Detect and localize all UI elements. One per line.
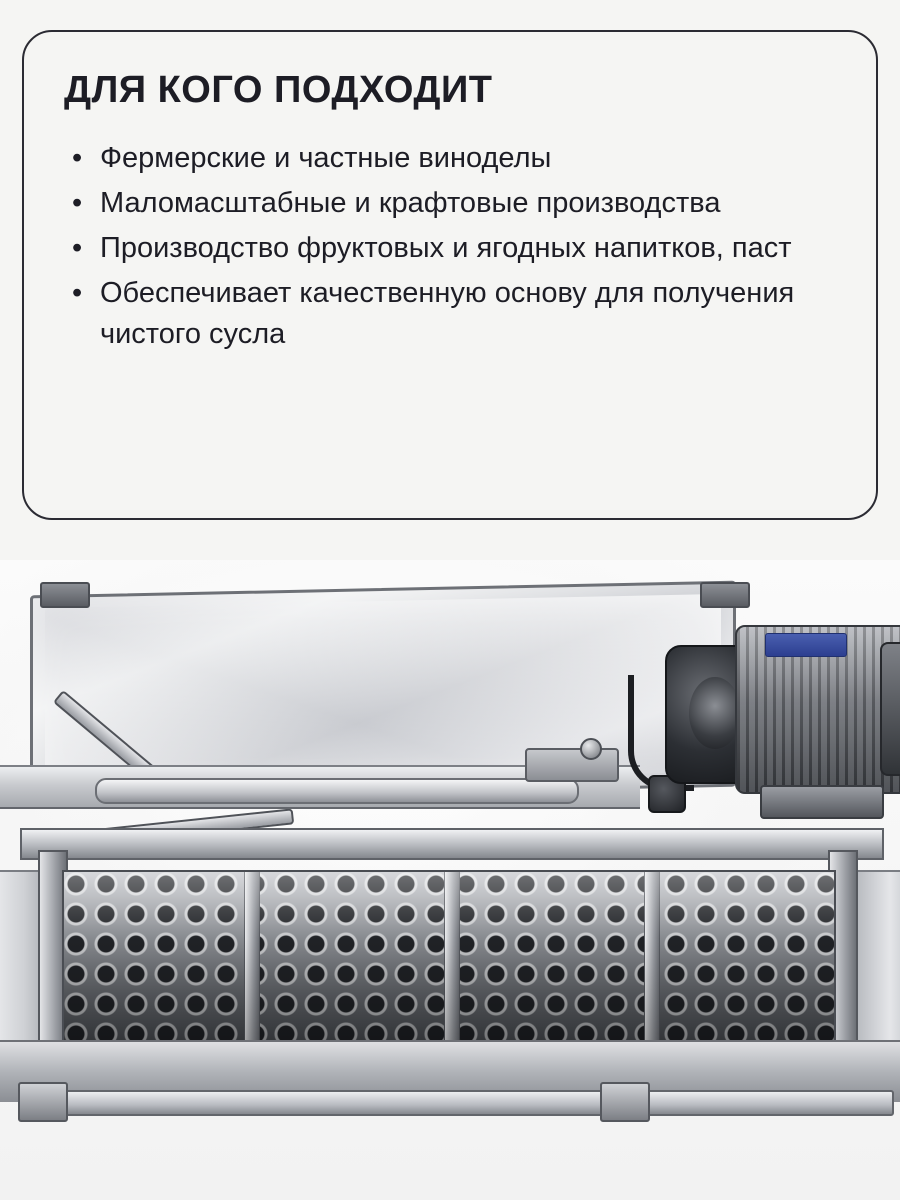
list-item-label: Фермерские и частные виноделы [100,141,552,174]
info-card [22,30,878,520]
product-photo [0,560,900,1200]
list-item-label: Производство фруктовых и ягодных напитков, паст [100,232,792,265]
perforated-drum [62,870,836,1064]
base-bar [20,1090,894,1116]
bullet-icon: • [72,232,83,265]
list-item [64,273,836,355]
motor-mounting-foot [760,785,884,819]
page-title: ДЛЯ КОГО ПОДХОДИТ [64,69,493,111]
photo-backdrop [0,560,900,1200]
machine-bracket [525,748,619,782]
list-item-label: Маломасштабные и крафтовые производства [100,186,721,219]
list-item [64,228,836,269]
audience-list [64,138,836,356]
lid-hinge-left [40,582,90,608]
bullet-icon: • [72,141,83,174]
motor-nameplate [765,633,847,657]
drum-shading [64,872,834,1062]
list-item-label: Обеспечивает качественную основу для получения чистого сусла [100,277,795,351]
frame-top-bar [20,828,884,860]
lid-hinge-right [700,582,750,608]
machine-illustration [0,570,900,1170]
motor-end-cap [880,642,900,776]
bullet-icon: • [72,277,83,310]
list-item [64,138,836,179]
bullet-icon: • [72,186,83,219]
bracket-knob [580,738,602,760]
base-foot-right [600,1082,650,1122]
right-tank [852,870,900,1064]
base-foot-left [18,1082,68,1122]
list-item [64,183,836,224]
machine-top-tube [95,778,579,804]
